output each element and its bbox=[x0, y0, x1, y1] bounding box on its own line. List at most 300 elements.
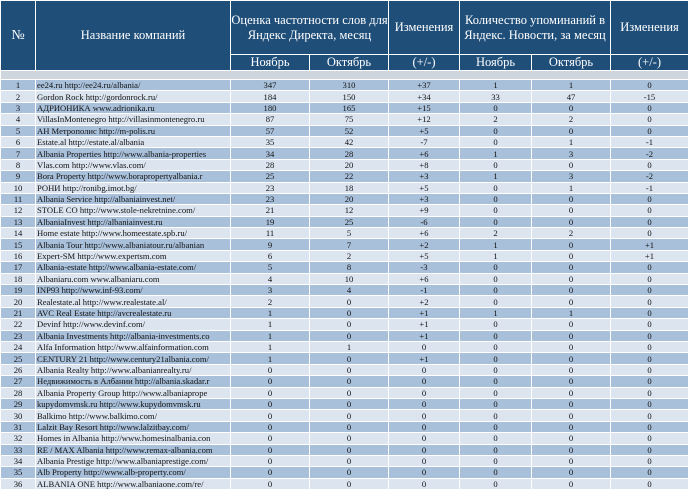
news-oct: 0 bbox=[532, 353, 611, 364]
direct-change: 0 bbox=[389, 467, 460, 478]
company-name: Expert-SM http://www.expertsm.com bbox=[36, 250, 231, 261]
company-name: Home estate http://www.homeestate.spb.ru/ bbox=[36, 228, 231, 239]
news-nov: 2 bbox=[460, 228, 532, 239]
company-name: Bora Property http://www.borapropertyalbania.r bbox=[36, 171, 231, 182]
header-nov-1: Ноябрь bbox=[231, 55, 310, 71]
table-row bbox=[1, 193, 688, 204]
company-name: Albania Properties http://www.albania-properties bbox=[36, 148, 231, 159]
news-change: 0 bbox=[611, 125, 688, 136]
table-row bbox=[1, 136, 688, 147]
news-nov: 0 bbox=[460, 410, 532, 421]
news-change: 0 bbox=[611, 455, 688, 466]
row-num: 8 bbox=[1, 159, 36, 170]
company-name: Albaniaru.com www.albaniaru.com bbox=[36, 273, 231, 284]
header-changes-1: Изменения bbox=[389, 1, 460, 55]
direct-change: +2 bbox=[389, 239, 460, 250]
direct-change: 0 bbox=[389, 478, 460, 489]
news-change: 0 bbox=[611, 262, 688, 273]
news-nov: 1 bbox=[460, 239, 532, 250]
company-name: Albania Prestige http://www.albaniaprestige.com/ bbox=[36, 455, 231, 466]
direct-nov: 11 bbox=[231, 228, 310, 239]
direct-change: -6 bbox=[389, 216, 460, 227]
direct-change: 0 bbox=[389, 398, 460, 409]
table-row bbox=[1, 205, 688, 216]
row-num: 13 bbox=[1, 216, 36, 227]
row-num: 4 bbox=[1, 114, 36, 125]
direct-nov: 347 bbox=[231, 80, 310, 91]
table-row bbox=[1, 114, 688, 125]
news-oct: 47 bbox=[532, 91, 611, 102]
row-num: 24 bbox=[1, 341, 36, 352]
news-change: 0 bbox=[611, 319, 688, 330]
row-num: 23 bbox=[1, 330, 36, 341]
table-row bbox=[1, 433, 688, 444]
table-row bbox=[1, 353, 688, 364]
direct-change: +15 bbox=[389, 102, 460, 113]
direct-nov: 35 bbox=[231, 136, 310, 147]
table-row bbox=[1, 398, 688, 409]
row-num: 7 bbox=[1, 148, 36, 159]
news-nov: 0 bbox=[460, 136, 532, 147]
row-num: 6 bbox=[1, 136, 36, 147]
header-pm-1: (+/-) bbox=[389, 55, 460, 71]
direct-change: +37 bbox=[389, 80, 460, 91]
direct-change: 0 bbox=[389, 341, 460, 352]
direct-change: +1 bbox=[389, 307, 460, 318]
direct-nov: 0 bbox=[231, 421, 310, 432]
news-oct: 3 bbox=[532, 148, 611, 159]
direct-change: +6 bbox=[389, 273, 460, 284]
table-row bbox=[1, 478, 688, 489]
news-oct: 0 bbox=[532, 455, 611, 466]
direct-oct: 10 bbox=[310, 273, 389, 284]
row-num: 20 bbox=[1, 296, 36, 307]
header-changes-2: Изменения bbox=[611, 1, 688, 55]
direct-nov: 3 bbox=[231, 285, 310, 296]
direct-nov: 184 bbox=[231, 91, 310, 102]
news-nov: 1 bbox=[460, 250, 532, 261]
direct-oct: 0 bbox=[310, 330, 389, 341]
table-row bbox=[1, 330, 688, 341]
direct-oct: 7 bbox=[310, 239, 389, 250]
direct-nov: 21 bbox=[231, 205, 310, 216]
news-change: 0 bbox=[611, 364, 688, 375]
row-num: 19 bbox=[1, 285, 36, 296]
direct-change: -1 bbox=[389, 285, 460, 296]
table-row bbox=[1, 182, 688, 193]
direct-oct: 75 bbox=[310, 114, 389, 125]
direct-oct: 0 bbox=[310, 376, 389, 387]
direct-oct: 22 bbox=[310, 171, 389, 182]
news-change: 0 bbox=[611, 114, 688, 125]
row-num: 14 bbox=[1, 228, 36, 239]
header-num: № bbox=[1, 1, 36, 71]
news-nov: 33 bbox=[460, 91, 532, 102]
news-change: 0 bbox=[611, 228, 688, 239]
company-name: STOLE CO http://www.stole-nekretnine.com/ bbox=[36, 205, 231, 216]
direct-nov: 1 bbox=[231, 353, 310, 364]
table-row bbox=[1, 91, 688, 102]
news-change: -1 bbox=[611, 136, 688, 147]
direct-oct: 4 bbox=[310, 285, 389, 296]
direct-change: +5 bbox=[389, 250, 460, 261]
row-num: 10 bbox=[1, 182, 36, 193]
row-num: 31 bbox=[1, 421, 36, 432]
table-row bbox=[1, 102, 688, 113]
row-num: 21 bbox=[1, 307, 36, 318]
row-num: 25 bbox=[1, 353, 36, 364]
news-change: 0 bbox=[611, 433, 688, 444]
direct-change: +1 bbox=[389, 330, 460, 341]
direct-change: -7 bbox=[389, 136, 460, 147]
news-nov: 0 bbox=[460, 159, 532, 170]
company-name: Albania Property Group http://www.albaniaprope bbox=[36, 387, 231, 398]
news-nov: 0 bbox=[460, 364, 532, 375]
company-name: Alb Property http://www.alb-property.com/ bbox=[36, 467, 231, 478]
direct-change: 0 bbox=[389, 444, 460, 455]
row-num: 11 bbox=[1, 193, 36, 204]
direct-oct: 42 bbox=[310, 136, 389, 147]
company-name: Gordon Rock http://gordonrock.ru/ bbox=[36, 91, 231, 102]
news-change: 0 bbox=[611, 421, 688, 432]
news-nov: 0 bbox=[460, 387, 532, 398]
news-oct: 1 bbox=[532, 136, 611, 147]
direct-nov: 57 bbox=[231, 125, 310, 136]
news-oct: 0 bbox=[532, 433, 611, 444]
header-yandex-news: Количество упоминаний в Яндекс. Новости, за месяц bbox=[460, 1, 611, 55]
news-change: +1 bbox=[611, 239, 688, 250]
news-nov: 1 bbox=[460, 148, 532, 159]
news-nov: 0 bbox=[460, 433, 532, 444]
company-name: РОНИ http://ronibg.imot.bg/ bbox=[36, 182, 231, 193]
news-change: 0 bbox=[611, 307, 688, 318]
news-change: -2 bbox=[611, 148, 688, 159]
news-change: -2 bbox=[611, 171, 688, 182]
direct-nov: 34 bbox=[231, 148, 310, 159]
direct-change: +1 bbox=[389, 319, 460, 330]
news-nov: 0 bbox=[460, 296, 532, 307]
table-row bbox=[1, 80, 688, 91]
company-name: Alfa Information http://www.alfainformation.com bbox=[36, 341, 231, 352]
company-name: Realestate.al http://www.realestate.al/ bbox=[36, 296, 231, 307]
direct-oct: 20 bbox=[310, 193, 389, 204]
news-change: 0 bbox=[611, 330, 688, 341]
news-nov: 0 bbox=[460, 102, 532, 113]
direct-nov: 0 bbox=[231, 376, 310, 387]
direct-oct: 165 bbox=[310, 102, 389, 113]
company-name: Albania Tour http://www.albaniatour.ru/albanian bbox=[36, 239, 231, 250]
news-change: 0 bbox=[611, 376, 688, 387]
direct-oct: 0 bbox=[310, 296, 389, 307]
direct-oct: 0 bbox=[310, 410, 389, 421]
direct-nov: 180 bbox=[231, 102, 310, 113]
news-change: 0 bbox=[611, 273, 688, 284]
direct-nov: 0 bbox=[231, 433, 310, 444]
company-name: Estate.al http://estate.al/albania bbox=[36, 136, 231, 147]
direct-nov: 4 bbox=[231, 273, 310, 284]
direct-nov: 0 bbox=[231, 398, 310, 409]
direct-oct: 0 bbox=[310, 433, 389, 444]
row-num: 5 bbox=[1, 125, 36, 136]
news-oct: 0 bbox=[532, 319, 611, 330]
direct-nov: 87 bbox=[231, 114, 310, 125]
header-oct-2: Октябрь bbox=[532, 55, 611, 71]
direct-oct: 52 bbox=[310, 125, 389, 136]
row-num: 9 bbox=[1, 171, 36, 182]
news-nov: 0 bbox=[460, 262, 532, 273]
news-oct: 0 bbox=[532, 330, 611, 341]
news-oct: 2 bbox=[532, 228, 611, 239]
news-change: 0 bbox=[611, 444, 688, 455]
news-nov: 0 bbox=[460, 182, 532, 193]
news-oct: 0 bbox=[532, 193, 611, 204]
row-num: 32 bbox=[1, 433, 36, 444]
table-row bbox=[1, 364, 688, 375]
row-num: 15 bbox=[1, 239, 36, 250]
direct-change: 0 bbox=[389, 376, 460, 387]
news-nov: 0 bbox=[460, 444, 532, 455]
direct-change: 0 bbox=[389, 410, 460, 421]
direct-oct: 0 bbox=[310, 387, 389, 398]
news-nov: 0 bbox=[460, 216, 532, 227]
row-num: 36 bbox=[1, 478, 36, 489]
direct-nov: 19 bbox=[231, 216, 310, 227]
news-nov: 0 bbox=[460, 273, 532, 284]
news-change: 0 bbox=[611, 102, 688, 113]
table-body bbox=[1, 71, 688, 490]
news-oct: 0 bbox=[532, 398, 611, 409]
news-change: +1 bbox=[611, 250, 688, 261]
news-change: 0 bbox=[611, 341, 688, 352]
news-oct: 0 bbox=[532, 444, 611, 455]
row-num: 28 bbox=[1, 387, 36, 398]
table-row bbox=[1, 467, 688, 478]
table-row bbox=[1, 341, 688, 352]
news-oct: 0 bbox=[532, 467, 611, 478]
direct-oct: 1 bbox=[310, 341, 389, 352]
news-oct: 3 bbox=[532, 171, 611, 182]
news-oct: 0 bbox=[532, 273, 611, 284]
direct-nov: 23 bbox=[231, 182, 310, 193]
row-num: 30 bbox=[1, 410, 36, 421]
row-num: 18 bbox=[1, 273, 36, 284]
direct-change: +1 bbox=[389, 353, 460, 364]
direct-oct: 20 bbox=[310, 159, 389, 170]
direct-change: +8 bbox=[389, 159, 460, 170]
news-oct: 0 bbox=[532, 239, 611, 250]
direct-nov: 0 bbox=[231, 364, 310, 375]
direct-oct: 0 bbox=[310, 421, 389, 432]
direct-oct: 0 bbox=[310, 307, 389, 318]
direct-oct: 0 bbox=[310, 467, 389, 478]
table-row bbox=[1, 455, 688, 466]
news-nov: 0 bbox=[460, 125, 532, 136]
direct-oct: 0 bbox=[310, 364, 389, 375]
separator-row bbox=[1, 71, 688, 80]
company-name: Balkimo http://www.balkimo.com/ bbox=[36, 410, 231, 421]
news-nov: 0 bbox=[460, 205, 532, 216]
news-oct: 0 bbox=[532, 387, 611, 398]
table-row bbox=[1, 216, 688, 227]
news-oct: 0 bbox=[532, 478, 611, 489]
direct-oct: 25 bbox=[310, 216, 389, 227]
news-change: 0 bbox=[611, 296, 688, 307]
company-name: Albania Investments http://albania-investments.co bbox=[36, 330, 231, 341]
table-row bbox=[1, 296, 688, 307]
news-nov: 1 bbox=[460, 171, 532, 182]
news-oct: 0 bbox=[532, 376, 611, 387]
news-change: 0 bbox=[611, 205, 688, 216]
row-num: 27 bbox=[1, 376, 36, 387]
company-name: RE / MAX Albania http://www.remax-albania.com bbox=[36, 444, 231, 455]
table-row bbox=[1, 376, 688, 387]
news-change: 0 bbox=[611, 193, 688, 204]
row-num: 35 bbox=[1, 467, 36, 478]
direct-change: +34 bbox=[389, 91, 460, 102]
table-row bbox=[1, 285, 688, 296]
news-oct: 0 bbox=[532, 364, 611, 375]
news-oct: 0 bbox=[532, 421, 611, 432]
table-row bbox=[1, 273, 688, 284]
news-change: 0 bbox=[611, 285, 688, 296]
news-oct: 0 bbox=[532, 250, 611, 261]
news-change: 0 bbox=[611, 410, 688, 421]
news-nov: 0 bbox=[460, 467, 532, 478]
direct-nov: 1 bbox=[231, 341, 310, 352]
news-nov: 2 bbox=[460, 114, 532, 125]
company-name: Lalzit Bay Resort http://www.lalzitbay.com/ bbox=[36, 421, 231, 432]
news-oct: 0 bbox=[532, 262, 611, 273]
news-oct: 0 bbox=[532, 296, 611, 307]
news-nov: 0 bbox=[460, 285, 532, 296]
table-row bbox=[1, 410, 688, 421]
direct-nov: 2 bbox=[231, 296, 310, 307]
direct-nov: 6 bbox=[231, 250, 310, 261]
header-company: Название компаний bbox=[36, 1, 231, 71]
news-oct: 2 bbox=[532, 114, 611, 125]
company-name: kupydomvmsk.ru http://www.kupydomvmsk.ru bbox=[36, 398, 231, 409]
news-nov: 1 bbox=[460, 307, 532, 318]
news-nov: 0 bbox=[460, 341, 532, 352]
direct-nov: 5 bbox=[231, 262, 310, 273]
header-yandex-direct: Оценка частотности слов для Яндекс Директа, месяц bbox=[231, 1, 389, 55]
company-name: Devinf http://www.devinf.com/ bbox=[36, 319, 231, 330]
news-oct: 0 bbox=[532, 285, 611, 296]
direct-oct: 150 bbox=[310, 91, 389, 102]
news-change: 0 bbox=[611, 467, 688, 478]
news-change: -1 bbox=[611, 182, 688, 193]
table-row bbox=[1, 387, 688, 398]
company-name: INP93 http://www.inf-93.com/ bbox=[36, 285, 231, 296]
direct-oct: 0 bbox=[310, 478, 389, 489]
direct-change: -3 bbox=[389, 262, 460, 273]
news-nov: 0 bbox=[460, 193, 532, 204]
direct-change: +9 bbox=[389, 205, 460, 216]
direct-change: +6 bbox=[389, 148, 460, 159]
news-change: 0 bbox=[611, 216, 688, 227]
news-oct: 0 bbox=[532, 410, 611, 421]
direct-oct: 0 bbox=[310, 353, 389, 364]
row-num: 17 bbox=[1, 262, 36, 273]
news-oct: 0 bbox=[532, 205, 611, 216]
news-change: 0 bbox=[611, 478, 688, 489]
news-oct: 0 bbox=[532, 102, 611, 113]
company-name: Homes in Albania http://www.homesinalbania.con bbox=[36, 433, 231, 444]
company-name: Albania-estate http://www.albania-estate.com/ bbox=[36, 262, 231, 273]
table-row bbox=[1, 307, 688, 318]
direct-change: 0 bbox=[389, 433, 460, 444]
table-row bbox=[1, 125, 688, 136]
company-name: AlbaniaInvest http://albaniainvest.ru bbox=[36, 216, 231, 227]
direct-nov: 0 bbox=[231, 387, 310, 398]
news-nov: 0 bbox=[460, 478, 532, 489]
direct-oct: 0 bbox=[310, 398, 389, 409]
direct-nov: 0 bbox=[231, 410, 310, 421]
direct-change: 0 bbox=[389, 455, 460, 466]
news-change: 0 bbox=[611, 387, 688, 398]
direct-nov: 0 bbox=[231, 467, 310, 478]
direct-change: +3 bbox=[389, 193, 460, 204]
news-nov: 0 bbox=[460, 455, 532, 466]
company-name: Albania Service http://albaniainvest.net/ bbox=[36, 193, 231, 204]
news-nov: 0 bbox=[460, 353, 532, 364]
direct-change: +12 bbox=[389, 114, 460, 125]
direct-oct: 8 bbox=[310, 262, 389, 273]
row-num: 16 bbox=[1, 250, 36, 261]
direct-oct: 5 bbox=[310, 228, 389, 239]
direct-nov: 9 bbox=[231, 239, 310, 250]
direct-nov: 0 bbox=[231, 455, 310, 466]
direct-change: 0 bbox=[389, 387, 460, 398]
news-nov: 0 bbox=[460, 330, 532, 341]
direct-oct: 310 bbox=[310, 80, 389, 91]
direct-change: +6 bbox=[389, 228, 460, 239]
row-num: 3 bbox=[1, 102, 36, 113]
company-name: Albania Realty http://www.albanianrealty.ru/ bbox=[36, 364, 231, 375]
news-nov: 0 bbox=[460, 398, 532, 409]
company-name: ALBANIA ONE http://www.albaniaone.com/re/ bbox=[36, 478, 231, 489]
news-change: 0 bbox=[611, 398, 688, 409]
direct-change: +5 bbox=[389, 182, 460, 193]
direct-oct: 0 bbox=[310, 444, 389, 455]
header-pm-2: (+/-) bbox=[611, 55, 688, 71]
direct-oct: 0 bbox=[310, 319, 389, 330]
news-oct: 0 bbox=[532, 159, 611, 170]
row-num: 34 bbox=[1, 455, 36, 466]
company-name: АН Метрополис http://m-polis.ru bbox=[36, 125, 231, 136]
row-num: 26 bbox=[1, 364, 36, 375]
news-oct: 0 bbox=[532, 125, 611, 136]
direct-oct: 12 bbox=[310, 205, 389, 216]
news-change: 0 bbox=[611, 159, 688, 170]
direct-nov: 28 bbox=[231, 159, 310, 170]
header-oct-1: Октябрь bbox=[310, 55, 389, 71]
direct-change: 0 bbox=[389, 364, 460, 375]
direct-change: 0 bbox=[389, 421, 460, 432]
table-row bbox=[1, 444, 688, 455]
news-oct: 0 bbox=[532, 341, 611, 352]
row-num: 1 bbox=[1, 80, 36, 91]
news-oct: 1 bbox=[532, 307, 611, 318]
table-row bbox=[1, 319, 688, 330]
direct-nov: 1 bbox=[231, 319, 310, 330]
company-name: AVC Real Estate http://avcrealestate.ru bbox=[36, 307, 231, 318]
company-name: ee24.ru http://ee24.ru/albania/ bbox=[36, 80, 231, 91]
news-change: 0 bbox=[611, 80, 688, 91]
table-row bbox=[1, 421, 688, 432]
table-row bbox=[1, 228, 688, 239]
company-name: Vlas.com http://www.vlas.com/ bbox=[36, 159, 231, 170]
